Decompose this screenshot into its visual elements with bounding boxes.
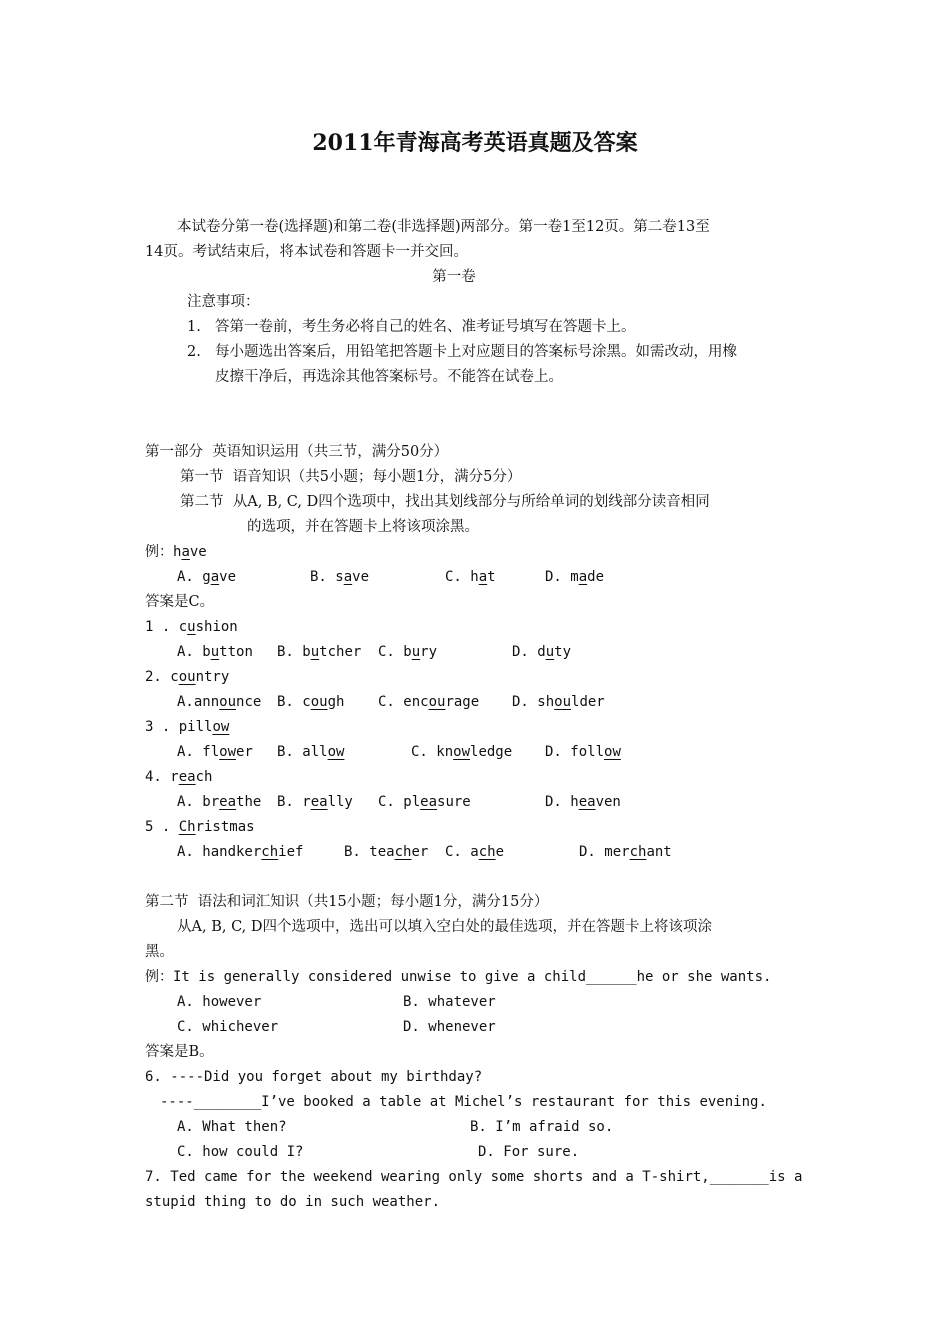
q3-option-b: B. allow: [277, 744, 345, 760]
q1-option-b: B. butcher: [277, 644, 362, 660]
grammar-example-option-d: D. whenever: [403, 1019, 496, 1035]
example-option-c: C. hat: [445, 569, 496, 585]
q2-option-c: C. encourage: [378, 694, 480, 710]
grammar-example-answer: 答案是B。: [145, 1044, 214, 1060]
q1-option-c: C. bury: [378, 644, 438, 660]
q1-option-a: A. button: [177, 644, 253, 660]
note-1-number: 1.: [187, 319, 201, 335]
example-option-d: D. made: [545, 569, 605, 585]
intro-line-1: 本试卷分第一卷(选择题)和第二卷(非选择题)两部分。第一卷1至12页。第二卷13至: [177, 219, 710, 235]
q5-option-a: A. handkerchief: [177, 844, 304, 860]
question-7-line-2: stupid thing to do in such weather.: [145, 1194, 441, 1210]
question-6-line-1: 6. ----Did you forget about my birthday?: [145, 1069, 483, 1085]
example-option-b: B. save: [310, 569, 370, 585]
question-2-stem: 2. country: [145, 669, 230, 685]
grammar-section-heading: 第二节 语法和词汇知识（共15小题；每小题1分，满分15分）: [145, 894, 549, 910]
grammar-instruction-line-1: 从A, B, C, D四个选项中，选出可以填入空白处的最佳选项，并在答题卡上将该项涂: [177, 919, 712, 935]
q6-option-a: A. What then?: [177, 1119, 287, 1135]
q6-option-b: B. I’m afraid so.: [470, 1119, 614, 1135]
phonetics-example: 例：have: [145, 544, 207, 560]
section-1-heading: 第一节 语音知识（共5小题；每小题1分，满分5分）: [180, 469, 522, 485]
q3-option-c: C. knowledge: [411, 744, 513, 760]
question-5-stem: 5 . Christmas: [145, 819, 255, 835]
question-6-line-2: ----________I’ve booked a table at Michel’s restaurant for this evening.: [160, 1094, 767, 1110]
q2-option-a: A.announce: [177, 694, 262, 710]
q4-option-b: B. really: [277, 794, 353, 810]
q5-option-c: C. ache: [445, 844, 505, 860]
q3-option-a: A. flower: [177, 744, 253, 760]
section-2-instruction-line-2: 的选项，并在答题卡上将该项涂黑。: [247, 519, 479, 535]
grammar-example-option-b: B. whatever: [403, 994, 496, 1010]
question-7-line-1: 7. Ted came for the weekend wearing only some shorts and a T-shirt,_______is a: [145, 1169, 803, 1185]
q2-option-d: D. shoulder: [512, 694, 605, 710]
volume-heading: 第一卷: [432, 269, 476, 285]
q4-option-c: C. pleasure: [378, 794, 471, 810]
grammar-example: 例：It is generally considered unwise to give a child______he or she wants.: [145, 969, 772, 985]
q2-option-b: B. cough: [277, 694, 345, 710]
q6-option-d: D. For sure.: [478, 1144, 580, 1160]
question-3-stem: 3 . pillow: [145, 719, 230, 735]
grammar-example-option-c: C. whichever: [177, 1019, 279, 1035]
q5-option-b: B. teacher: [344, 844, 429, 860]
example-answer: 答案是C。: [145, 594, 215, 610]
note-1-text: 答第一卷前，考生务必将自己的姓名、准考证号填写在答题卡上。: [215, 319, 636, 335]
q1-option-d: D. duty: [512, 644, 572, 660]
notes-heading: 注意事项：: [187, 294, 260, 310]
example-option-a: A. gave: [177, 569, 237, 585]
intro-line-2: 14页。考试结束后，将本试卷和答题卡一并交回。: [145, 244, 468, 260]
q3-option-d: D. follow: [545, 744, 621, 760]
note-2-text-line-2: 皮擦干净后，再选涂其他答案标号。不能答在试卷上。: [215, 369, 563, 385]
q4-option-a: A. breathe: [177, 794, 262, 810]
grammar-instruction-line-2: 黑。: [145, 944, 174, 960]
part1-heading: 第一部分 英语知识运用（共三节，满分50分）: [145, 444, 449, 460]
q6-option-c: C. how could I?: [177, 1144, 304, 1160]
note-2-text-line-1: 每小题选出答案后，用铅笔把答题卡上对应题目的答案标号涂黑。如需改动，用橡: [215, 344, 737, 360]
page-title: 2011年青海高考英语真题及答案: [312, 130, 638, 156]
q4-option-d: D. heaven: [545, 794, 621, 810]
grammar-example-option-a: A. however: [177, 994, 262, 1010]
q5-option-d: D. merchant: [579, 844, 672, 860]
question-1-stem: 1 . cushion: [145, 619, 238, 635]
question-4-stem: 4. reach: [145, 769, 213, 785]
note-2-number: 2.: [187, 344, 201, 360]
section-2-instruction-line-1: 第二节 从A, B, C, D四个选项中，找出其划线部分与所给单词的划线部分读音相同: [180, 494, 710, 510]
